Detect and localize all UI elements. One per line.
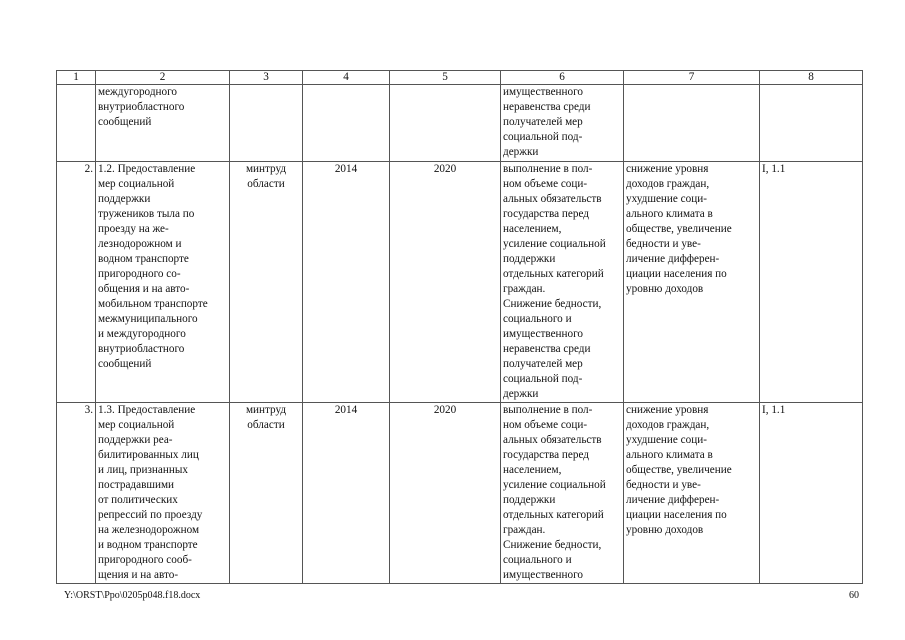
indicator-link: I, 1.1	[760, 162, 863, 403]
end-year	[390, 85, 501, 162]
measure-name: 1.2. Предоставление мер социальной поддержки тружеников тыла по проезду на же- лезнодорожном и водном транспорте пригородного со- общения и на авто- мобильном транспорте межмуниципального и междугородного внутриобластного сообщений	[96, 162, 230, 403]
header-cell: 5	[390, 71, 501, 85]
header-cell: 2	[96, 71, 230, 85]
start-year	[303, 85, 390, 162]
executor: минтруд области	[230, 403, 303, 584]
consequences: снижение уровня доходов граждан, ухудшение соци- ального климата в обществе, увеличение бедности и уве- личение дифферен- циации населения по уровню доходов	[624, 403, 760, 584]
consequences	[624, 85, 760, 162]
file-path: Y:\ORST\Ppo\0205p048.f18.docx	[64, 590, 201, 601]
header-row	[57, 71, 863, 85]
table-row	[57, 403, 863, 584]
measure-name: междугородного внутриобластного сообщений	[96, 85, 230, 162]
start-year: 2014	[303, 403, 390, 584]
consequences: снижение уровня доходов граждан, ухудшение соци- ального климата в обществе, увеличение бедности и уве- личение дифферен- циации населения по уровню доходов	[624, 162, 760, 403]
table-row	[57, 162, 863, 403]
indicator-link: I, 1.1	[760, 403, 863, 584]
header-cell: 7	[624, 71, 760, 85]
executor: минтруд области	[230, 162, 303, 403]
row-number	[57, 85, 96, 162]
page-number: 60	[849, 590, 859, 601]
header-cell: 3	[230, 71, 303, 85]
row-number: 2.	[57, 162, 96, 403]
expected-result: выполнение в пол- ном объеме соци- альных обязательств государства перед населением, усиление социальной поддержки отдельных категорий граждан. Снижение бедности, социального и имущественного неравенства среди получателей мер социальной под- держки	[501, 162, 624, 403]
header-cell: 4	[303, 71, 390, 85]
expected-result: имущественного неравенства среди получателей мер социальной под- держки	[501, 85, 624, 162]
header-cell: 6	[501, 71, 624, 85]
start-year: 2014	[303, 162, 390, 403]
row-number: 3.	[57, 403, 96, 584]
measure-name: 1.3. Предоставление мер социальной поддержки реа- билитированных лиц и лиц, признанных пострадавшими от политических репрессий по проезду на железнодорожном и водном транспорте пригородного сооб- щения и на авто-	[96, 403, 230, 584]
header-cell: 1	[57, 71, 96, 85]
end-year: 2020	[390, 403, 501, 584]
header-cell: 8	[760, 71, 863, 85]
table-row	[57, 85, 863, 162]
executor	[230, 85, 303, 162]
expected-result: выполнение в пол- ном объеме соци- альных обязательств государства перед населением, усиление социальной поддержки отдельных категорий граждан. Снижение бедности, социального и имущественного	[501, 403, 624, 584]
indicator-link	[760, 85, 863, 162]
end-year: 2020	[390, 162, 501, 403]
measures-table	[56, 70, 863, 584]
